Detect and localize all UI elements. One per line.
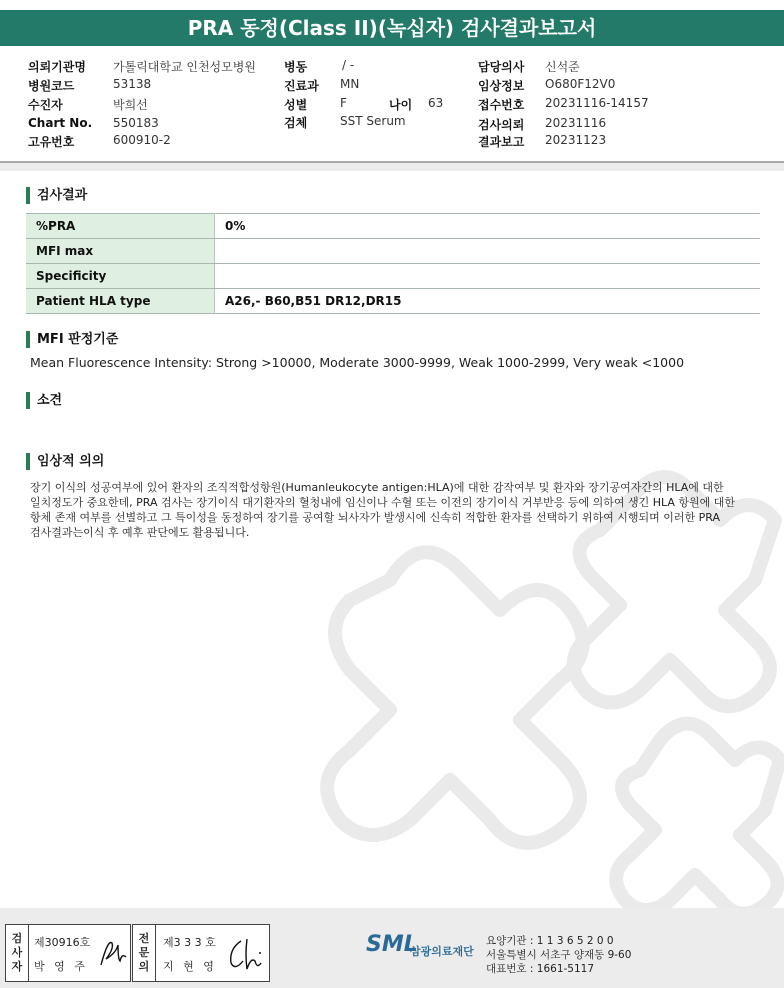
info-value: O680F12V0 [545,77,616,91]
info-label: 병원코드 [28,79,75,93]
result-key: %PRA [26,214,215,239]
info-value: MN [340,77,360,91]
info-label: 검사의뢰 [478,118,525,132]
info-value: 20231116 [545,116,607,130]
table-row [26,264,760,289]
approver-signature-icon [225,935,267,975]
examiner-signature-box [5,924,131,982]
table-row [26,214,760,239]
result-key: Patient HLA type [26,289,215,314]
info-value: 53138 [113,77,152,91]
info-value: 550183 [113,116,159,130]
info-value: SST Serum [340,114,406,128]
clinical-significance-text [30,480,758,540]
info-label: 수진자 [28,98,63,112]
info-label: 진료과 [284,79,319,93]
info-label: 의뢰기관명 [28,60,86,74]
mfi-criteria-text: Mean Fluorescence Intensity: Strong >10000, Moderate 3000-9999, Weak 1000-2999, Very weak <1000 [30,355,685,370]
examiner-label [6,925,29,981]
approver-signature-box [132,924,270,982]
org-name: 삼광의료재단 [410,945,474,958]
label-char: 의 [138,960,150,973]
approver-label [133,925,156,981]
table-row [26,289,760,314]
clinical-line: 항체 존재 여부를 선별하고 그 특이성을 동정하여 장기를 공여할 뇌사자가 발생시에 신속히 적합한 환자를 선택하기 위하여 시행되며 이러한 PRA [30,511,720,524]
contact-line: 서울특별시 서초구 양재동 9-60 [486,949,632,961]
contact-line: 요양기관 : 1 1 3 6 5 2 0 0 [486,935,614,947]
info-value: F [340,96,347,110]
result-value [215,239,761,264]
info-label: 검체 [284,116,308,130]
label-char: 사 [11,946,23,959]
report-title: PRA 동정(Class II)(녹십자) 검사결과보고서 [0,10,784,46]
result-key: MFI max [26,239,215,264]
info-value: 신석준 [545,60,580,74]
examiner-name: 박 영 주 [34,960,88,973]
section-title-clinical: 임상적 의의 [26,453,104,470]
approver-license-number: 제3 3 3 호 [163,936,216,949]
label-char: 자 [11,960,23,973]
info-label: 담당의사 [478,60,525,74]
info-label: 임상정보 [478,79,525,93]
clinical-line: 검사결과는이식 후 예후 판단에도 활용됩니다. [30,526,250,539]
info-value: / - [342,58,355,72]
examiner-signature-icon [98,935,128,973]
examiner-license-number: 제30916호 [34,936,91,949]
patient-info [0,56,784,152]
approver-name: 지 현 영 [163,960,217,973]
clinical-line: 일치정도가 중요한데, PRA 검사는 장기이식 대기환자의 혈청내에 임신이나 수혈 또는 이전의 장기이식 거부반응 등에 의하여 생긴 HLA 항원에 대한 [30,496,736,509]
info-label: 접수번호 [478,98,525,112]
label-char: 전 [138,932,150,945]
info-label: 성별 [284,98,308,112]
report-footer [0,908,784,988]
info-label: 병동 [284,60,308,74]
header-divider-shade [0,163,784,171]
table-row [26,239,760,264]
section-title-results: 검사결과 [26,187,87,204]
contact-line: 대표번호 : 1661-5117 [486,963,595,975]
info-value: 63 [428,96,444,110]
info-value: 20231123 [545,133,607,147]
section-title-opinion: 소견 [26,392,62,409]
info-value: 가톨릭대학교 인천성모병원 [113,60,256,74]
label-char: 문 [138,946,150,959]
label-char: 검 [11,932,23,945]
info-label: 고유번호 [28,135,75,149]
org-logo: SML [366,932,418,957]
results-table [26,213,760,314]
info-label: 결과보고 [478,135,525,149]
info-value: 600910-2 [113,133,171,147]
result-key: Specificity [26,264,215,289]
clinical-line: 장기 이식의 성공여부에 있어 환자의 조직적합성항원(Humanleukocyte antigen:HLA)에 대한 감작여부 및 환자와 장기공여자간의 HLA에 대한 [30,481,724,494]
result-value: 0% [215,214,761,239]
result-value [215,264,761,289]
result-value: A26,- B60,B51 DR12,DR15 [215,289,761,314]
info-label: 나이 [389,98,413,112]
info-value: 20231116-14157 [545,96,649,110]
section-title-mfi: MFI 판정기준 [26,331,118,348]
info-value: 박희선 [113,98,148,112]
info-label: Chart No. [28,116,93,130]
